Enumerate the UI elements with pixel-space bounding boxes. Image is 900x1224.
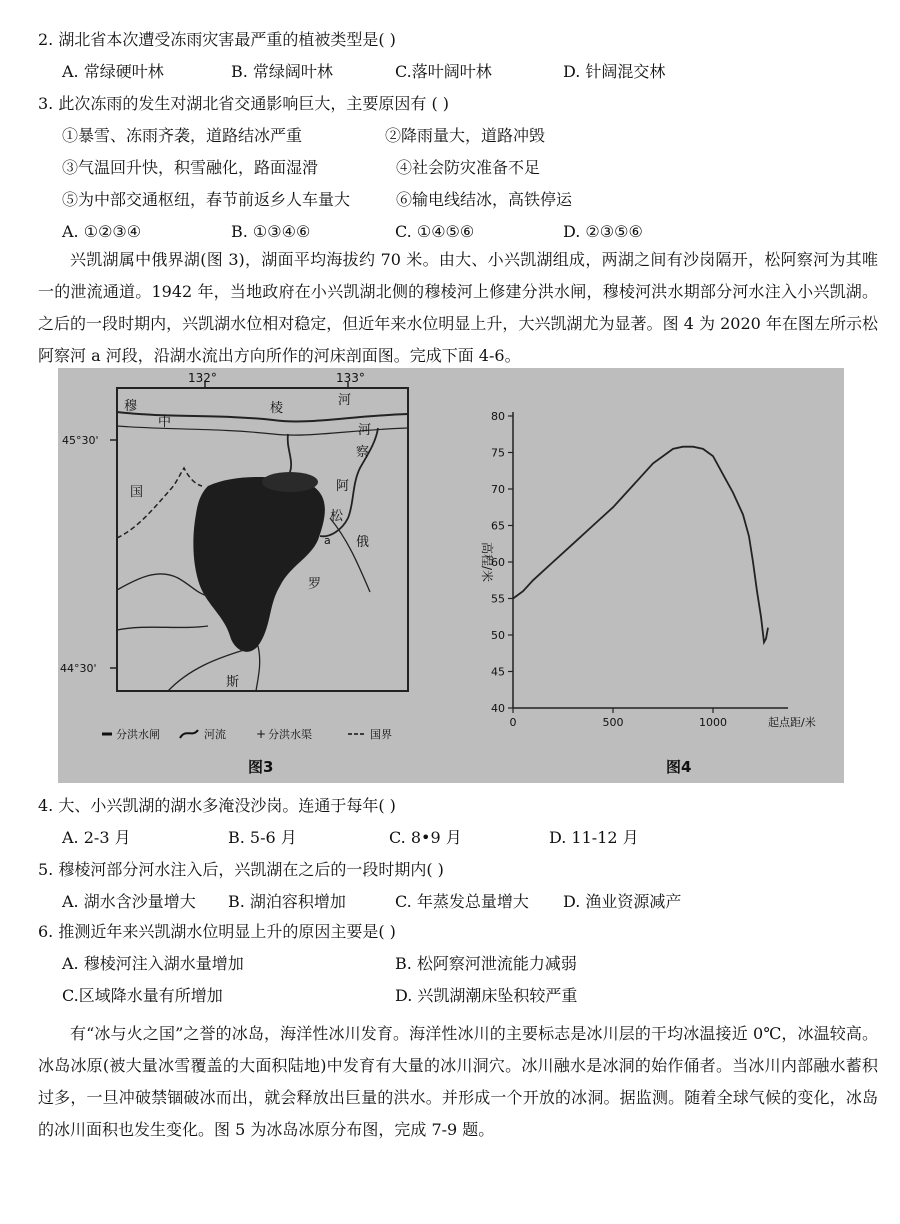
passage-xingkai-text: 兴凯湖属中俄界湖(图 3)，湖面平均海拔约 70 米。由大、小兴凯湖组成，两湖之间有沙岗隔开，松阿察河为其唯一的泄流通道。1942 年，当地政府在小兴凯湖北侧的穆棱河上修建分洪水闸，穆棱河洪水期部分河水注入小兴凯湖。之后的一段时期内，兴凯湖水位相对稳定，但近年来水位明显上升，大兴凯湖尤为显著。图 4 为 2020 年在图左所示松阿察河 a 河段，沿湖水流出方向所作的河床剖面图。完成下面 4-6。 — [38, 250, 878, 365]
y-tick-label: 75 — [491, 446, 505, 460]
legend-channel-label: 分洪水渠 — [268, 728, 312, 741]
q5-option-c: C. 年蒸发总量增大 — [395, 892, 529, 911]
caption-figure-3: 图3 — [248, 758, 274, 776]
y-tick-label: 40 — [491, 702, 505, 715]
y-tick-label: 50 — [491, 629, 505, 642]
q4-option-d: D. 11-12 月 — [549, 828, 639, 847]
y-tick-label: 70 — [491, 483, 505, 496]
caption-figure-4: 图4 — [666, 758, 692, 776]
q4-stem: 4. 大、小兴凯湖的湖水多淹没沙岗。连通于每年( ) — [38, 796, 396, 815]
q3-item-3: ③气温回升快，积雪融化，路面湿滑 — [62, 158, 319, 177]
q2-option-c: C.落叶阔叶林 — [395, 62, 492, 81]
q3-option-d: D. ②③⑤⑥ — [563, 222, 643, 241]
lon-label-132: 132° — [188, 371, 217, 385]
q6-option-a: A. 穆棱河注入湖水量增加 — [62, 954, 244, 973]
label-he: 河 — [338, 393, 352, 408]
label-guo: 国 — [130, 485, 144, 500]
label-song: 松 — [330, 509, 344, 524]
q6-stem: 6. 推测近年来兴凯湖水位明显上升的原因主要是( ) — [38, 922, 396, 941]
y-tick-label: 80 — [491, 410, 505, 423]
label-he-2: 河 — [358, 423, 372, 438]
passage-iceland-text: 有“冰与火之国”之誉的冰岛，海洋性冰川发育。海洋性冰川的主要标志是冰川层的干均冰温接近 0℃，冰温较高。冰岛冰原(被大量冰雪覆盖的大面积陆地)中发育有大量的冰川洞穴。冰川融水是冰洞的始作俑者。当冰川内部融水蓄积过多，一旦冲破禁锢破冰而出，就会释放出巨量的洪水。并形成一个开放的冰洞。据监测。随着全球气候的变化，冰岛的冰川面积也发生变化。图 5 为冰岛冰原分布图，完成 7-9 题。 — [38, 1024, 878, 1139]
label-cha: 察 — [356, 445, 370, 460]
q3-option-a: A. ①②③④ — [62, 222, 142, 241]
label-a-char: 阿 — [336, 479, 350, 494]
lat-label-4430: 44°30' — [60, 662, 97, 675]
q3-item-4: ④社会防灾准备不足 — [396, 158, 541, 177]
q5-option-b: B. 湖泊容积增加 — [228, 892, 346, 911]
legend-channel-symbol: + — [256, 727, 267, 741]
y-tick-label: 65 — [491, 519, 505, 533]
label-e: 俄 — [356, 535, 370, 550]
label-zhong: 中 — [158, 415, 172, 430]
q6-option-d: D. 兴凯湖潮床坠积较严重 — [395, 986, 578, 1005]
q4-option-a: A. 2-3 月 — [62, 828, 131, 847]
q2-option-a: A. 常绿硬叶林 — [62, 62, 164, 81]
q4-option-b: B. 5-6 月 — [228, 828, 297, 847]
q5-stem: 5. 穆棱河部分河水注入后，兴凯湖在之后的一段时期内( ) — [38, 860, 444, 879]
chart-figure-4 — [58, 368, 844, 783]
q4-option-c: C. 8•9 月 — [389, 828, 462, 847]
passage-xingkai — [38, 244, 878, 372]
label-mu: 穆 — [124, 399, 138, 414]
figure-panel — [58, 368, 844, 783]
passage-iceland — [38, 1018, 878, 1146]
y-tick-label: 45 — [491, 665, 505, 679]
x-tick-label: 500 — [602, 716, 624, 729]
riverbed-profile-line — [513, 447, 768, 643]
q2-stem: 2. 湖北省本次遭受冻雨灾害最严重的植被类型是( ) — [38, 30, 396, 49]
label-luo: 罗 — [308, 577, 322, 592]
q6-option-c: C.区域降水量有所增加 — [62, 986, 223, 1005]
x-tick-label: 0 — [509, 716, 517, 729]
q6-option-b: B. 松阿察河泄流能力减弱 — [395, 954, 577, 973]
q3-stem: 3. 此次冻雨的发生对湖北省交通影响巨大，主要原因有 ( ) — [38, 94, 450, 113]
q2-option-d: D. 针阔混交林 — [563, 62, 666, 81]
q3-item-5: ⑤为中部交通枢纽，春节前返乡人车量大 — [62, 190, 351, 209]
point-label-a: a — [324, 534, 331, 547]
x-tick-label: 1000 — [699, 716, 727, 729]
x-ticks — [510, 708, 728, 729]
lon-label-133: 133° — [336, 371, 365, 385]
q5-option-a: A. 湖水含沙量增大 — [62, 892, 196, 911]
label-leng: 棱 — [270, 401, 284, 416]
q2-option-b: B. 常绿阔叶林 — [231, 62, 333, 81]
legend-river-label: 河流 — [204, 728, 226, 741]
q3-item-1: ①暴雪、冻雨齐袭，道路结冰严重 — [62, 126, 303, 145]
legend-border-label: 国界 — [370, 728, 392, 741]
q3-option-b: B. ①③④⑥ — [231, 222, 311, 241]
q5-option-d: D. 渔业资源减产 — [563, 892, 682, 911]
x-axis-label: 起点距/米 — [768, 716, 816, 729]
label-si: 斯 — [226, 675, 240, 690]
legend-gate-label: 分洪水闸 — [116, 728, 160, 741]
q3-item-2: ②降雨量大，道路冲毁 — [385, 126, 546, 145]
y-axis-label: 高程/米 — [480, 541, 494, 583]
y-tick-label: 55 — [491, 592, 505, 606]
lat-label-4530: 45°30' — [62, 434, 99, 447]
q3-item-6: ⑥输电线结冰，高铁停运 — [396, 190, 573, 209]
q3-option-c: C. ①④⑤⑥ — [395, 222, 475, 241]
y-tick-label: 60 — [491, 556, 505, 569]
